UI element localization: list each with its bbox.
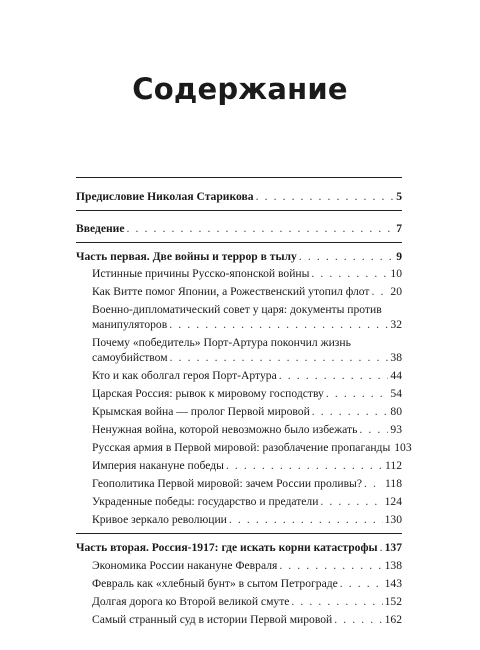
entry-title: Крымская война — пролог Первой мировой <box>92 405 310 418</box>
toc-entry[interactable] <box>92 441 412 456</box>
toc-entry[interactable] <box>92 459 402 474</box>
entry-page: 7 <box>396 222 402 235</box>
toc-entry-part-one[interactable] <box>76 250 402 265</box>
entry-title: Предисловие Николая Старикова <box>76 190 254 203</box>
leader-dots <box>291 595 382 610</box>
entry-page: 112 <box>385 459 402 472</box>
leader-dots <box>380 541 383 556</box>
divider <box>76 210 402 211</box>
entry-page: 103 <box>394 441 412 454</box>
leader-dots <box>334 613 382 628</box>
toc-entry-introduction[interactable] <box>76 222 402 237</box>
entry-page: 32 <box>390 317 402 331</box>
leader-dots <box>226 459 383 474</box>
entry-title: Кто и как оболгал героя Порт-Артура <box>92 369 277 382</box>
entry-title: Часть вторая. Россия-1917: где искать корни катастрофы <box>76 541 378 554</box>
entry-page: 10 <box>390 267 402 280</box>
leader-dots <box>340 577 383 592</box>
toc-entry[interactable] <box>92 477 402 492</box>
leader-dots <box>320 495 382 510</box>
leader-dots <box>371 285 388 300</box>
toc-entry[interactable] <box>92 423 402 438</box>
entry-title: Геополитика Первой мировой: зачем России проливы? <box>92 477 362 490</box>
page-title: Содержание <box>132 72 348 106</box>
leader-dots <box>256 190 395 205</box>
toc-entry[interactable] <box>92 267 402 282</box>
entry-page: 118 <box>385 477 402 490</box>
entry-title: Февраль как «хлебный бунт» в сытом Петрограде <box>92 577 338 590</box>
entry-page: 124 <box>384 495 402 508</box>
toc-entry[interactable] <box>92 303 402 332</box>
entry-page: 130 <box>384 513 402 526</box>
entry-page: 9 <box>396 250 402 263</box>
toc-entry[interactable] <box>92 577 402 592</box>
entry-title-line: Почему «победитель» Порт-Артура покончил жизнь <box>92 336 351 349</box>
leader-dots <box>170 351 389 366</box>
toc-entry[interactable] <box>92 513 402 528</box>
leader-dots <box>279 559 382 574</box>
entry-title: Истинные причины Русско-японской войны <box>92 267 310 280</box>
entry-page: 93 <box>390 423 402 436</box>
entry-title: самоубийством <box>92 350 168 364</box>
entry-title: Царская Россия: рывок к мировому господству <box>92 387 324 400</box>
toc-entry[interactable] <box>92 405 402 420</box>
entry-title: Украденные победы: государство и предатели <box>92 495 319 508</box>
entry-page: 54 <box>390 387 402 400</box>
entry-page: 152 <box>384 595 402 608</box>
toc-entry-part-two[interactable] <box>76 541 402 556</box>
leader-dots <box>229 513 383 528</box>
entry-title: Как Витте помог Японии, а Рожественский утопил флот <box>92 285 370 298</box>
toc-entry[interactable] <box>92 559 402 574</box>
toc-entry[interactable] <box>92 369 402 384</box>
toc-entry[interactable] <box>92 387 402 402</box>
entry-page: 38 <box>390 350 402 364</box>
divider <box>76 177 402 178</box>
entry-title: Самый странный суд в истории Первой мировой <box>92 613 333 626</box>
entry-title: манипуляторов <box>92 317 168 331</box>
entry-title: Долгая дорога ко Второй великой смуте <box>92 595 290 608</box>
entry-title: Экономика России накануне Февраля <box>92 559 278 572</box>
entry-page: 137 <box>384 541 402 554</box>
toc-entry[interactable] <box>92 595 402 610</box>
entry-title: Часть первая. Две войны и террор в тылу <box>76 250 297 263</box>
entry-page: 44 <box>390 369 402 382</box>
entry-page: 20 <box>390 285 402 298</box>
divider <box>76 533 402 534</box>
entry-page: 138 <box>384 559 402 572</box>
leader-dots <box>169 318 388 333</box>
entry-page: 162 <box>384 613 402 626</box>
entry-title: Ненужная война, которой невозможно было избежать <box>92 423 358 436</box>
toc-entry[interactable] <box>92 495 402 510</box>
toc-entry[interactable] <box>92 613 402 628</box>
toc-entry-foreword[interactable] <box>76 190 402 205</box>
leader-dots <box>312 405 389 420</box>
entry-title: Введение <box>76 222 125 235</box>
leader-dots <box>311 267 388 282</box>
leader-dots <box>326 387 389 402</box>
entry-page: 5 <box>396 190 402 203</box>
entry-page: 143 <box>384 577 402 590</box>
toc-entry[interactable] <box>92 336 402 365</box>
entry-title: Русская армия в Первой мировой: разоблачение пропаганды <box>92 441 391 454</box>
divider <box>76 242 402 243</box>
leader-dots <box>359 423 388 438</box>
leader-dots <box>279 369 389 384</box>
leader-dots <box>299 250 394 265</box>
leader-dots <box>364 477 383 492</box>
toc-entry[interactable] <box>92 285 402 300</box>
entry-title: Кривое зеркало революции <box>92 513 227 526</box>
entry-title-line: Военно-дипломатический совет у царя: документы против <box>92 303 382 316</box>
entry-title: Империя накануне победы <box>92 459 224 472</box>
leader-dots <box>127 222 395 237</box>
entry-page: 80 <box>390 405 402 418</box>
